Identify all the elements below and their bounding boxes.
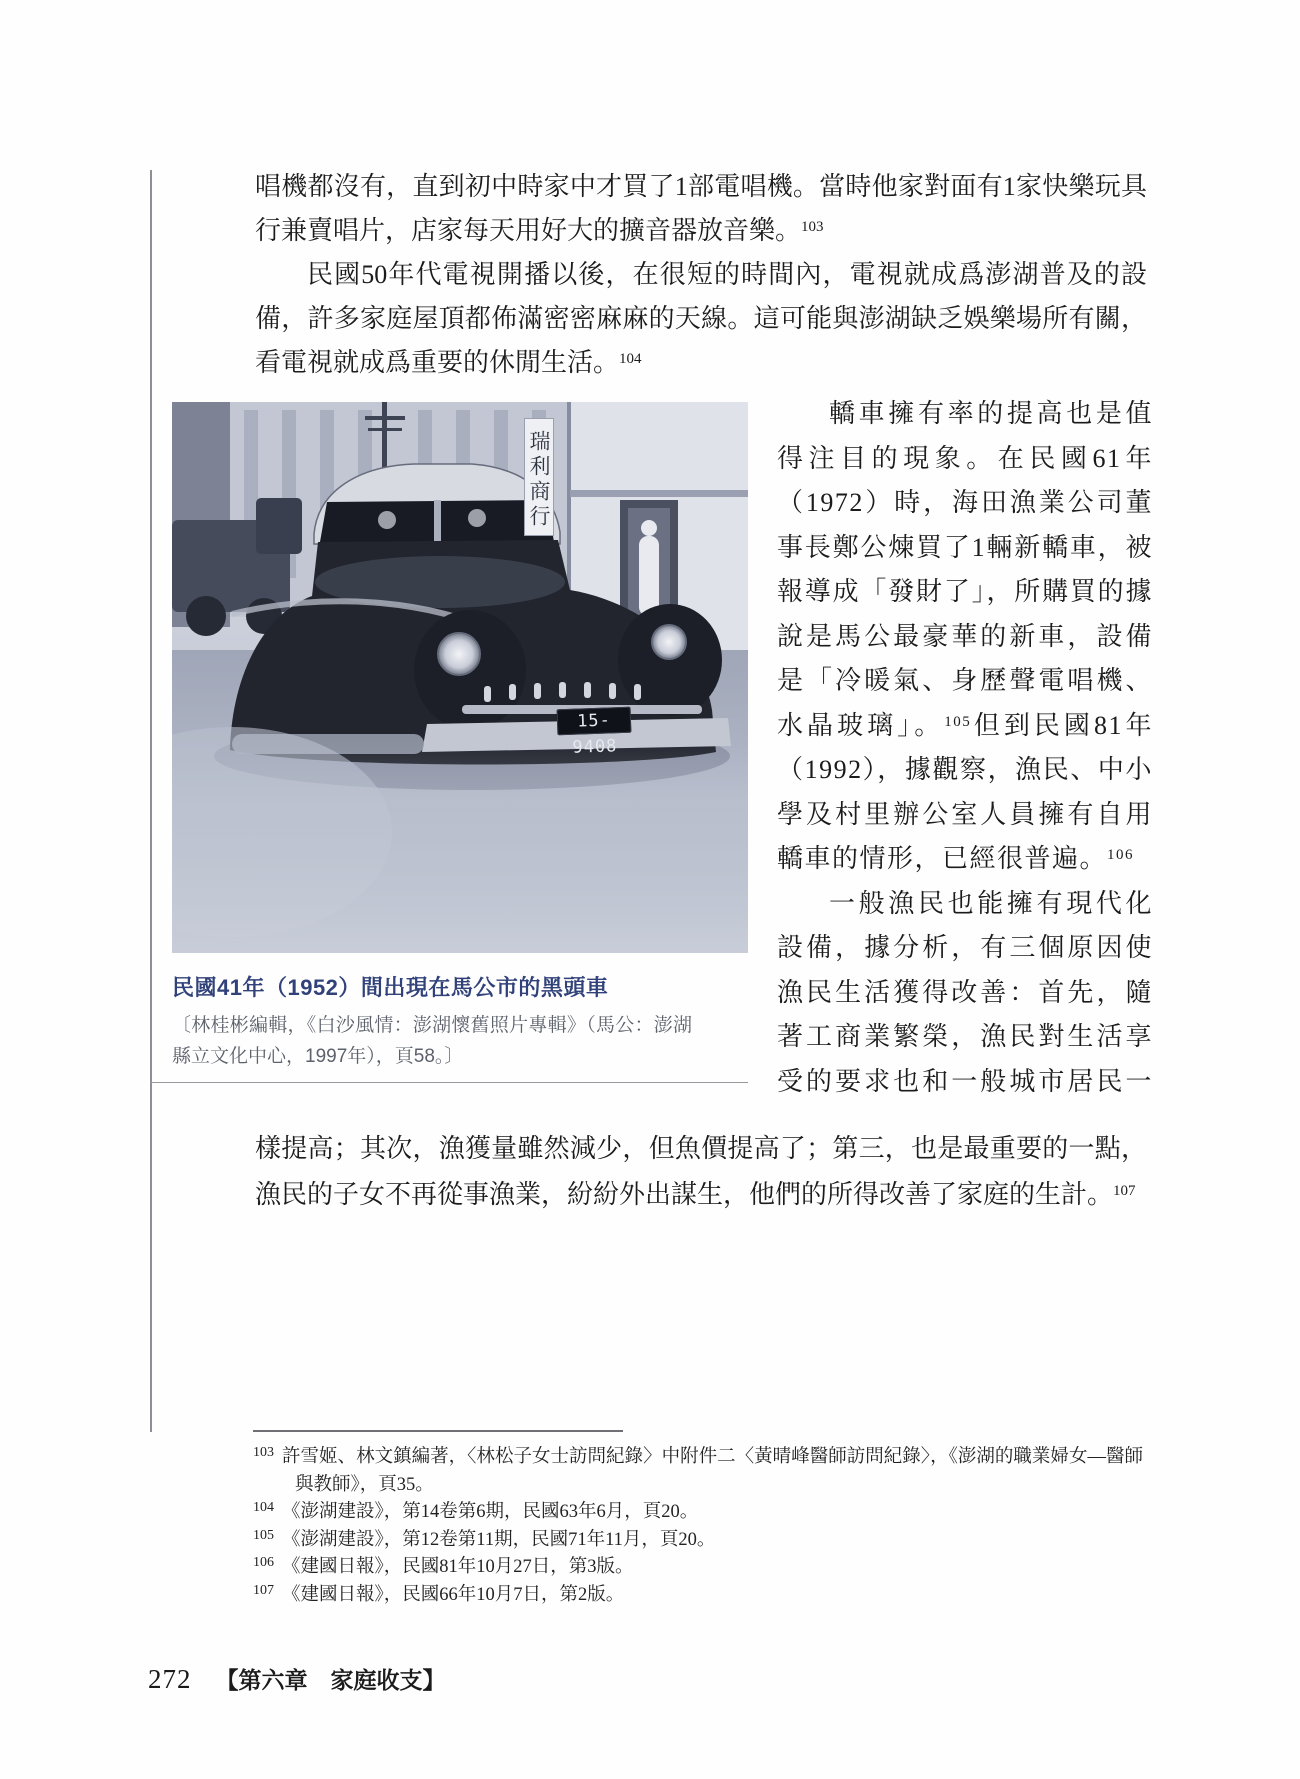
- photo: [172, 402, 748, 953]
- footnote-number: 107: [253, 1582, 274, 1598]
- license-plate: 15-9408: [557, 707, 632, 736]
- footnotes: [253, 1444, 1143, 1609]
- footnote-text: 《澎湖建設》，第12卷第11期，民國71年11月，頁20。: [282, 1529, 716, 1550]
- chapter-title: 【第六章 家庭收支】: [215, 1668, 446, 1693]
- bottom-text-block: [255, 1126, 1147, 1218]
- footnote-text: 許雪姬、林文鎮編著，〈林松子女士訪問紀錄〉中附件二〈黃晴峰醫師訪問紀錄〉，《澎湖的職業婦女—醫師與教師》，頁35。: [282, 1447, 1143, 1495]
- footnote-text: 《建國日報》，民國81年10月27日，第3版。: [282, 1557, 634, 1577]
- footnote-item-107: [253, 1582, 1143, 1610]
- footnote-number: 103: [253, 1445, 274, 1460]
- bottom-paragraph: [255, 1126, 1147, 1218]
- footnote-number: 104: [253, 1500, 274, 1515]
- page-number: 272: [148, 1664, 192, 1694]
- footnote-ref-103: 103: [801, 219, 824, 235]
- footnote-divider: [253, 1430, 623, 1432]
- footnote-ref-105: 105: [944, 713, 972, 730]
- body-paragraph-2-text: 民國50年代電視開播以後，在很短的時間內，電視就成爲澎湖普及的設備，許多家庭屋頂都佈滿密密麻麻的天線。這可能與澎湖缺乏娛樂場所有關，看電視就成爲重要的休閒生活。: [255, 260, 1147, 377]
- footnote-number: 106: [253, 1555, 274, 1570]
- footnote-item-103: [253, 1444, 1143, 1499]
- right-paragraph-2: [777, 882, 1153, 1105]
- right-paragraph-1: [777, 392, 1153, 882]
- footnote-text: 《建國日報》，民國66年10月7日，第2版。: [282, 1584, 625, 1605]
- right-column: [777, 392, 1153, 1104]
- footnote-item-104: [253, 1499, 1143, 1527]
- caption-title: 民國41年（1952）間出現在馬公市的黑頭車: [172, 975, 609, 1000]
- bottom-paragraph-text: 樣提高；其次，漁獲量雖然減少，但魚價提高了；第三，也是最重要的一點，漁民的子女不再從事漁業，紛紛外出謀生，他們的所得改善了家庭的生計。: [255, 1134, 1147, 1209]
- page-footer: [148, 1662, 446, 1695]
- footnote-number: 105: [253, 1527, 274, 1543]
- caption-credit: 〔林桂彬編輯，《白沙風情：澎湖懷舊照片專輯》（馬公：澎湖縣立文化中心，1997年），頁58。〕: [172, 1015, 692, 1067]
- footnote-ref-106: 106: [1107, 847, 1135, 863]
- photo-haze: [172, 727, 748, 953]
- footnote-ref-104: 104: [619, 351, 642, 367]
- figure-divider: [150, 1082, 748, 1083]
- footnote-item-105: [253, 1527, 1143, 1555]
- left-margin-rule: [150, 170, 152, 1432]
- footnote-item-106: [253, 1554, 1143, 1582]
- right-paragraph-1-text-b: 但到民國81年（1992），據觀察，漁民、中小學及村里辦公室人員擁有自用轎車的情形，已經很普遍。: [777, 710, 1153, 873]
- body-paragraph-2: [255, 253, 1147, 385]
- body-paragraph-1: [255, 165, 1147, 253]
- top-text-block: [255, 165, 1147, 385]
- photo-illustration: [172, 402, 748, 953]
- right-paragraph-2-text: 一般漁民也能擁有現代化設備，據分析，有三個原因使漁民生活獲得改善：首先，隨著工商業繁榮，漁民對生活享受的要求也和一般城市居民一: [777, 888, 1153, 1096]
- body-paragraph-1-text: 唱機都沒有，直到初中時家中才買了1部電唱機。當時他家對面有1家快樂玩具行兼賣唱片，店家每天用好大的擴音器放音樂。: [255, 172, 1147, 245]
- footnote-ref-107: 107: [1113, 1183, 1136, 1199]
- photo-figure: [172, 402, 748, 1072]
- shop-sign: 瑞利商行: [524, 418, 554, 536]
- right-paragraph-1-text-a: 轎車擁有率的提高也是值得注目的現象。在民國61年（1972）時，海田漁業公司董事長鄭公煉買了1輛新轎車，被報導成「發財了」，所購買的據說是馬公最豪華的新車，設備是「冷暖氣、身歷聲電唱機、水晶玻璃」。: [777, 399, 1153, 740]
- footnote-text: 《澎湖建設》，第14卷第6期，民國63年6月，頁20。: [282, 1502, 699, 1522]
